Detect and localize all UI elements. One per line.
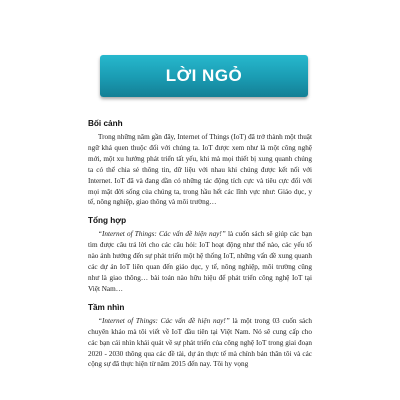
section-paragraph — [88, 229, 312, 294]
page-title: LỜI NGỎ — [165, 66, 243, 85]
section-context — [88, 119, 312, 208]
book-title-italic: “Internet of Things: Các vấn đề hiện nay!” — [98, 316, 230, 325]
section-heading: Tầm nhìn — [88, 302, 125, 312]
paragraph-text: là cuốn sách sẽ giúp các bạn tìm được câu trả lời cho các câu hỏi: IoT hoạt động như thế nào, các yếu tố nào ảnh hưởng đến sự phát triển một hệ thống IoT, những vấn đề xung quanh các dự án IoT liên quan đến giáo dục, y tế, nông nghiệp, môi trường cũng như là giao thông… bài toán nào hữu hiệu để phát triển công nghệ IoT tại Việt Nam… — [88, 230, 312, 293]
section-vision — [88, 303, 312, 371]
section-heading: Tổng hợp — [88, 216, 127, 226]
paragraph-text: là một trong 03 cuốn sách chuyên khảo mà tôi viết về IoT đầu tiên tại Việt Nam. Nó sẽ cung cấp cho các bạn cái nhìn khái quát về sự phát triển của công nghệ IoT trong giai đoạn 2020 - 2030 thông qua các đề tài, dự án thực tế mà chính bản thân tôi và các cộng sự đã thực hiện từ năm 2015 đến nay. Tôi hy vọng — [88, 316, 312, 369]
title-banner — [100, 55, 308, 97]
book-title-italic: “Internet of Things: Các vấn đề hiện nay!” — [98, 230, 226, 239]
section-heading: Bối cảnh — [88, 119, 123, 128]
document-body — [88, 119, 312, 378]
paragraph-text: Trong những năm gần đây, Internet of Things (IoT) đã trở thành một thuật ngữ khá quen thuộc đối với chúng ta. IoT được xem như là một công nghệ mới, một xu hướng phát triển tất yếu, khi mà mọi thiết bị xung quanh chúng ta có thể chia sẻ thông tin, dữ liệu với nhau khi chúng được kết nối với Internet. IoT đã và đang dần có những tác động tích cực và tiêu cực đối với mọi mặt đời sống của chúng ta, trong hầu hết các lĩnh vực như: Giáo dục, y tế, nông nghiệp, giao thông và môi trường… — [88, 133, 312, 207]
section-paragraph — [88, 316, 312, 371]
section-summary — [88, 216, 312, 294]
section-paragraph — [88, 132, 312, 208]
